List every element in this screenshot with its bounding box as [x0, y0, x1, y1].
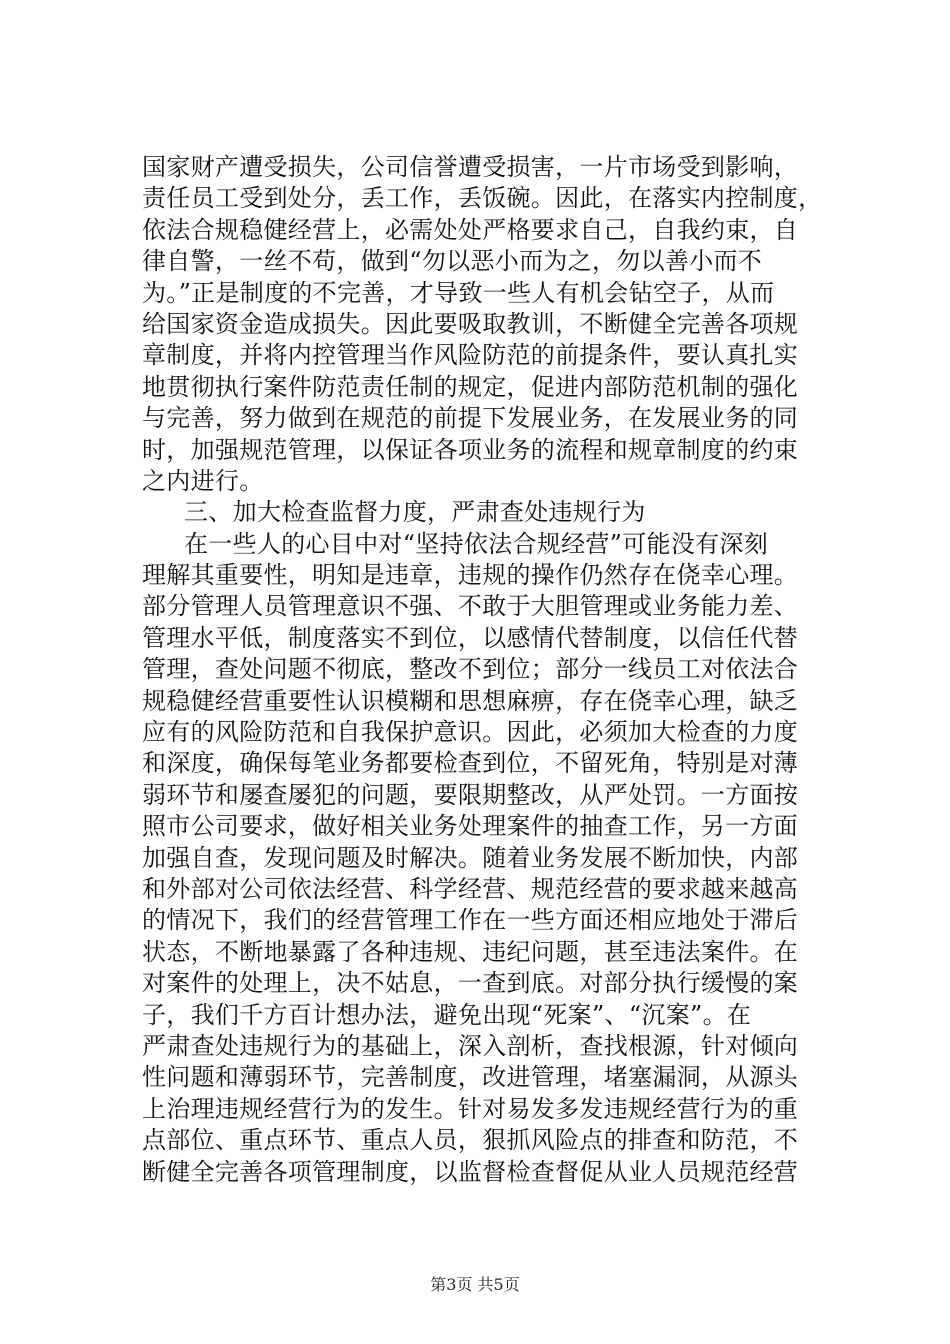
text-line: 规稳健经营重要性认识模糊和思想麻痹，存在侥幸心理，缺乏	[142, 686, 799, 715]
text-line: 对案件的处理上，决不姑息，一查到底。对部分执行缓慢的案	[142, 969, 799, 998]
text-line: 断健全完善各项管理制度，以监督检查督促从业人员规范经营	[142, 1157, 799, 1186]
text-line: 和深度，确保每笔业务都要检查到位，不留死角，特别是对薄	[142, 749, 799, 778]
text-line: 之内进行。	[142, 466, 264, 495]
page-number: 第3页 共5页	[430, 1275, 520, 1294]
text-line: 和外部对公司依法经营、科学经营、规范经营的要求越来越高	[142, 874, 799, 903]
text-line: 给国家资金造成损失。因此要吸取教训，不断健全完善各项规	[142, 309, 799, 338]
text-line: 严肃查处违规行为的基础上，深入剖析，查找根源，针对倾向	[142, 1031, 799, 1060]
text-line: 责任员工受到处分，丢工作，丢饭碗。因此，在落实内控制度，	[142, 184, 823, 213]
text-line: 的情况下，我们的经营管理工作在一些方面还相应地处于滞后	[142, 906, 799, 935]
text-line: 照市公司要求，做好相关业务处理案件的抽查工作，另一方面	[142, 812, 799, 841]
text-line: 律自警，一丝不苟，做到“勿以恶小而为之，勿以善小而不	[142, 247, 763, 276]
text-line: 应有的风险防范和自我保护意识。因此，必须加大检查的力度	[142, 718, 799, 747]
text-line: 国家财产遭受损失，公司信誉遭受损害，一片市场受到影响，	[142, 153, 799, 181]
text-line: 状态，不断地暴露了各种违规、违纪问题，甚至违法案件。在	[142, 937, 799, 966]
text-line: 部分管理人员管理意识不强、不敢于大胆管理或业务能力差、	[142, 592, 799, 621]
section-heading: 三、加大检查监督力度，严肃查处违规行为	[184, 498, 646, 527]
page-footer	[0, 1275, 950, 1295]
text-line: 加强自查，发现问题及时解决。随着业务发展不断加快，内部	[142, 843, 799, 872]
text-line: 依法合规稳健经营上，必需处处严格要求自己，自我约束，自	[142, 215, 799, 244]
text-line: 章制度，并将内控管理当作风险防范的前提条件，要认真扎实	[142, 341, 799, 370]
text-line: 弱环节和屡查屡犯的问题，要限期整改，从严处罚。一方面按	[142, 780, 799, 809]
text-line: 理解其重要性，明知是违章，违规的操作仍然存在侥幸心理。	[142, 561, 799, 590]
text-line: 上治理违规经营行为的发生。针对易发多发违规经营行为的重	[142, 1094, 799, 1123]
text-line: 为。”正是制度的不完善，才导致一些人有机会钻空子，从而	[142, 278, 775, 307]
text-line: 地贯彻执行案件防范责任制的规定，促进内部防范机制的强化	[142, 372, 799, 401]
text-line: 在一些人的心目中对“坚持依法合规经营”可能没有深刻	[184, 529, 769, 558]
text-line: 管理水平低，制度落实不到位，以感情代替制度，以信任代替	[142, 623, 799, 652]
text-line: 点部位、重点环节、重点人员，狠抓风险点的排查和防范，不	[142, 1126, 799, 1155]
text-line: 管理，查处问题不彻底，整改不到位；部分一线员工对依法合	[142, 655, 799, 684]
text-line: 时，加强规范管理，以保证各项业务的流程和规章制度的约束	[142, 435, 799, 464]
body-text	[142, 152, 842, 1188]
text-line: 性问题和薄弱环节，完善制度，改进管理，堵塞漏洞，从源头	[142, 1063, 799, 1092]
text-line: 子，我们千方百计想办法，避免出现“死案”、“沉案”。在	[142, 1000, 752, 1029]
text-line: 与完善，努力做到在规范的前提下发展业务，在发展业务的同	[142, 404, 799, 433]
